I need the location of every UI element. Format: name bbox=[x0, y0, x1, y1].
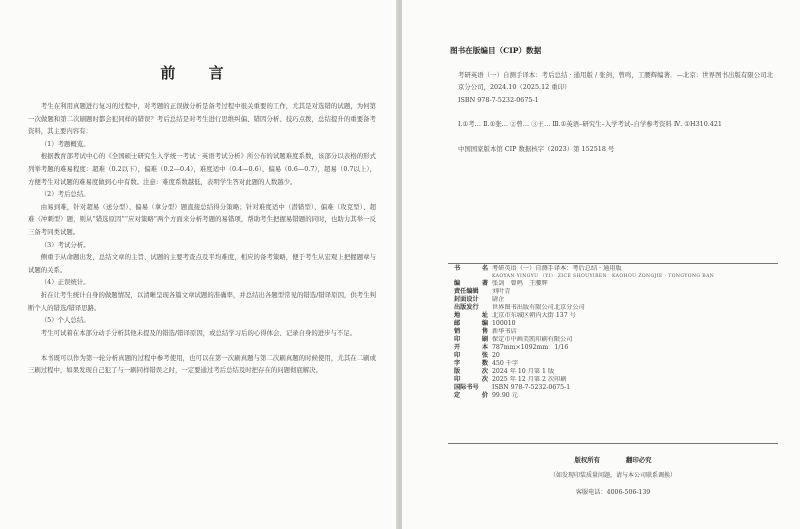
imprint-value: ISBN 978-7-5232-0675-1 bbox=[492, 383, 571, 391]
preface-paragraph: 本书既可以作为第一轮分析真题的过程中参考使用，也可以在第一次刷真题与第二次刷真题的时候使用，尤其在二刷或三刷过程中，如果发现自己犯了与一刷同样错误之时，一定要通过考后总结及时把存在的问题彻底解决。 bbox=[28, 353, 376, 375]
preface-body bbox=[28, 100, 376, 377]
preface-paragraph: （3）考试分析。 bbox=[40, 240, 90, 249]
imprint-row bbox=[454, 265, 776, 273]
imprint-label: 国际书号 bbox=[454, 383, 479, 391]
imprint-label: 印 张 bbox=[454, 351, 488, 359]
imprint-value: 20 bbox=[492, 351, 500, 359]
imprint-value: 北京市东城区朝内大街 137 号 bbox=[492, 312, 576, 320]
preface-title: 前 言 bbox=[160, 64, 238, 82]
imprint-label: 销 售 bbox=[454, 328, 488, 336]
preface-paragraph: （5）个人总结。 bbox=[40, 316, 90, 325]
imprint-row bbox=[454, 288, 776, 296]
cip-heading: 图书在版编目（CIP）数据 bbox=[450, 46, 542, 55]
imprint-value: 张剑 曾鸣 王腰辉 bbox=[492, 280, 548, 288]
imprint-label: 印 刷 bbox=[454, 336, 488, 343]
imprint-value: 新华书店 bbox=[492, 328, 517, 336]
imprint-label: 出版发行 bbox=[454, 304, 479, 312]
imprint-label: 版 次 bbox=[454, 367, 488, 375]
imprint-row bbox=[454, 360, 776, 368]
rights-line bbox=[448, 455, 778, 464]
imprint-top-rule bbox=[448, 263, 778, 264]
imprint-value: 2025 年 12 月第 2 次印刷 bbox=[492, 375, 567, 383]
imprint-row bbox=[454, 280, 776, 288]
cip-line: Ⅰ.①考… Ⅱ.①张… ②曾… ③王… Ⅲ.①英语–研究生–入学考试–自学参考资料 Ⅳ. ①H310.421 bbox=[458, 120, 722, 129]
imprint-value: 考研英语（一）自测手译本：考后总结 · 通用版 bbox=[492, 265, 622, 272]
preface-paragraph: 折在让考生统计自身的做题情况，以清晰呈现各篇文章试题的准确率，并总结出各题型常见的错选/错译原因，供考生判断个人的错选/错译思路。 bbox=[28, 290, 376, 312]
imprint-row bbox=[454, 392, 776, 400]
preface-paragraph: 考生在利用真题进行复习的过程中，对考题的正误做分析是备考过程中很关重要的工作，尤其是对选错的试题，为何第一次做题和第二次刷题时都会犯同样的错误？考后总结是对考生进行思维纠偏、错因分析、技巧点拨，总结提升的重要备考资料，其主要内容有： bbox=[28, 102, 376, 136]
preface-paragraph: 侧重于从命题出发，总结文章的主旨、试题的主要考查点及平均难度，相应的备考策略，便于考生从宏观上把握题章与试题的关系。 bbox=[28, 253, 376, 274]
imprint-value: 保定市中画美凯印刷有限公司 bbox=[492, 336, 573, 343]
imprint-bottom-rule bbox=[448, 443, 778, 444]
imprint-table bbox=[454, 265, 776, 400]
imprint-value: 刘叶青 bbox=[492, 288, 511, 296]
preface-paragraph: （4）正误统计。 bbox=[40, 278, 90, 287]
imprint-value: 世界图书出版有限公司北京分公司 bbox=[492, 304, 585, 312]
imprint-label: 编 著 bbox=[454, 280, 488, 288]
imprint-label: 封面设计 bbox=[454, 296, 479, 304]
imprint-label: 字 数 bbox=[454, 359, 488, 367]
imprint-row bbox=[454, 312, 776, 320]
cip-line: 考研英语（一）自测手译本：考后总结 · 通用版 / 张剑，曾鸣，工腰辉编著．—北京：世界图书出版有限公司北京分公司，2024.10（2025.12 重印） bbox=[458, 71, 773, 92]
imprint-row bbox=[454, 296, 776, 304]
preface-paragraph: （1）考题概览。 bbox=[40, 139, 90, 148]
imprint-label: 邮 编 bbox=[454, 320, 488, 328]
imprint-pinyin-title: KAOYAN YINGYU （YI） ZICE SHOUYIBEN：KAOHOU ZONGJIE · TONGYONG BAN bbox=[492, 273, 715, 279]
imprint-row bbox=[454, 384, 776, 392]
rights-reserved: 版权所有 bbox=[574, 456, 600, 464]
imprint-row bbox=[454, 352, 776, 360]
imprint-label: 印 次 bbox=[454, 375, 488, 383]
imprint-label: 书 名 bbox=[454, 265, 488, 272]
imprint-row bbox=[454, 368, 776, 376]
service-phone: 客服电话：4006-506-139 bbox=[575, 489, 651, 496]
preface-page bbox=[0, 0, 398, 529]
preface-paragraph: 由易到难，针对超易（送分型）、偏易（拿分型）题直接总结得分策略；针对难度适中（潜错型）、偏难（攻克型）、超难（冲刺型）题，则从“错选原因”“应对策略”两个方面来分析考题的易错项，帮助考生把握易错题的同时，也助力其举一反三备考同类试题。 bbox=[28, 202, 376, 236]
imprint-row bbox=[454, 328, 776, 336]
imprint-row bbox=[454, 336, 776, 344]
imprint-value: 2024 年 10 月第 1 版 bbox=[492, 367, 555, 375]
preface-paragraph: 考生可试着在本部分动手分析其他未提及的错选/错译原因，或总结学习后的心得体会、记录自身的进步与不足。 bbox=[40, 328, 357, 337]
imprint-value: 450 千字 bbox=[492, 359, 519, 367]
imprint-value: 787mm×1092mm 1/16 bbox=[492, 343, 569, 351]
cip-line: 中国国家版本馆 CIP 数据核字（2023）第 152518 号 bbox=[458, 144, 615, 153]
preface-paragraph: （2）考后总结。 bbox=[40, 190, 90, 199]
preface-paragraph: 根据教育部考试中心的《全国硕士研究生入学统一考试 · 英语考试分析》所公布的试题难度系数，该部分以表格的形式列举考题的难易程度：超难（0.2以下），偏难（0.2—0.4），难度适中（0.4—0.6），偏易（0.6—0.7），超易（0.7以上），方便考生对试题的难易度做到心中有数。注意：难度系数越低，表明学生答对此题的人数越少。 bbox=[28, 152, 376, 186]
imprint-row bbox=[454, 320, 776, 328]
imprint-row bbox=[454, 304, 776, 312]
imprint-row bbox=[454, 344, 776, 352]
imprint-value: 尉企 bbox=[492, 296, 505, 304]
imprint-label: 责任编辑 bbox=[454, 288, 479, 296]
imprint-label: 地 址 bbox=[454, 312, 488, 320]
cip-line: ISBN 978-7-5232-0675-1 bbox=[458, 95, 539, 104]
imprint-label: 定 价 bbox=[454, 391, 488, 399]
imprint-row bbox=[454, 376, 776, 384]
imprint-value: 99.90 元 bbox=[492, 391, 518, 399]
imprint-label: 开 本 bbox=[454, 343, 488, 351]
cip-data bbox=[458, 69, 773, 155]
no-reprint-notice: 翻印必究 bbox=[626, 456, 652, 464]
quality-notice: （如发现印装质量问题，请与本公司联系调换） bbox=[549, 472, 676, 479]
imprint-value: 100010 bbox=[492, 320, 516, 328]
